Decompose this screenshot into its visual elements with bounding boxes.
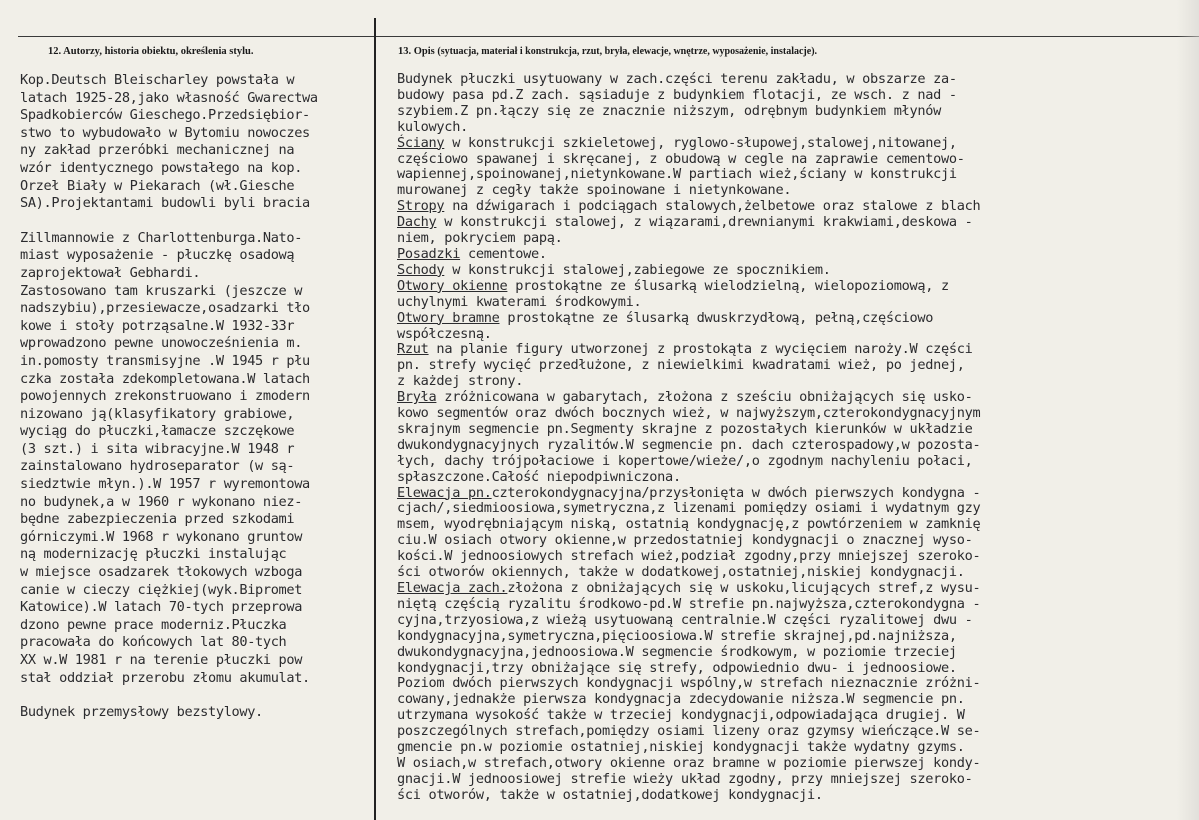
text-line bbox=[397, 772, 1182, 788]
text-line bbox=[397, 152, 1182, 168]
text-line bbox=[397, 613, 1182, 629]
text-line: siedztwie młyn.).W 1957 r wyremontowa bbox=[20, 476, 310, 493]
text-segment: poszczególnych strefach,pomiędzy osiami lizeny oraz gzymsy wieńczące.W se- bbox=[397, 723, 981, 740]
text-segment: czterokondygnacyjna/przysłonięta w dwóch pierwszych kondygna - bbox=[491, 484, 981, 501]
section-heading: Ściany bbox=[397, 134, 445, 151]
text-line bbox=[397, 247, 1182, 263]
text-segment: łych, dachy trójpołaciowe i kopertowe/wieże/,o zgodnym nachyleniu połaci, bbox=[397, 452, 973, 469]
text-line bbox=[397, 724, 1182, 740]
text-line: w miejsce osadzarek tłokowych wzboga bbox=[20, 564, 303, 581]
text-line bbox=[397, 406, 1182, 422]
text-segment: prostokątne ze ślusarką dwuskrzydłową, pełną,częściowo bbox=[499, 309, 934, 326]
text-line: zaprojektował Gebhardi. bbox=[20, 264, 201, 281]
text-line bbox=[397, 263, 1182, 279]
text-line: górniczymi.W 1968 r wykonano gruntow bbox=[20, 528, 303, 545]
right-column-heading bbox=[398, 46, 817, 57]
text-segment: kości.W jednoosiowych strefach wież,podział zgodny,przy mniejszej szeroko- bbox=[397, 548, 981, 565]
text-segment: w konstrukcji szkieletowej, ryglowo-słupowej,stalowej,nitowanej, bbox=[444, 134, 957, 151]
text-line: nadszybiu),przesiewacze,osadzarki tło bbox=[20, 300, 310, 317]
text-segment: cjach/,siedmioosiowa,symetryczna,z lizenami pomiędzy osiami i wydatnym gzy bbox=[397, 500, 981, 517]
text-segment: Budynek płuczki usytuowany w zach.części terenu zakładu, w obszarze za- bbox=[397, 72, 957, 87]
text-segment: Poziom dwóch pierwszych kondygnacji wspólny,w strefach nieznacznie zróżni- bbox=[397, 675, 981, 692]
text-line: Zillmannowie z Charlottenburga.Nato- bbox=[20, 229, 303, 246]
text-line bbox=[397, 470, 1182, 486]
text-segment: skrajnym segmencie pn.Segmenty skrajne z pozostałych kierunków w układzie bbox=[397, 420, 973, 437]
text-line: miast wyposażenie - płuczkę osadową bbox=[20, 247, 295, 264]
text-line bbox=[397, 692, 1182, 708]
text-line bbox=[397, 645, 1182, 661]
text-segment: gnacji.W jednoosiowej strefie wieży układ zgodny, przy mniejszej szeroko- bbox=[397, 770, 973, 787]
text-line bbox=[397, 454, 1182, 470]
text-line: powojennych zrekonstruowano i zmodern bbox=[20, 388, 310, 405]
text-line: Katowice).W latach 70-tych przeprowa bbox=[20, 599, 303, 616]
text-segment: utrzymana wysokość także w trzeciej kondygnacji,odpowiadająca drugiej. W bbox=[397, 707, 965, 724]
text-line bbox=[397, 327, 1182, 343]
text-line bbox=[397, 708, 1182, 724]
text-line bbox=[397, 661, 1182, 677]
text-segment: kondygnacji,trzy obniżające się strefy, odpowiednio dwu- i jednoosiowe. bbox=[397, 659, 957, 676]
text-line: kowe i stoły potrząsalne.W 1932-33r bbox=[20, 317, 295, 334]
text-line bbox=[397, 676, 1182, 692]
text-line: wprowadzono pewne unowocześnienia m. bbox=[20, 335, 303, 352]
text-line: dzono pewne prace moderniz.Płuczka bbox=[20, 616, 287, 633]
section-heading: Bryła bbox=[397, 389, 437, 406]
section-heading: Stropy bbox=[397, 198, 445, 215]
text-line: in.pomosty transmisyjne .W 1945 r płu bbox=[20, 352, 310, 369]
text-line bbox=[397, 629, 1182, 645]
text-segment: kondygnacyjna,symetryczna,pięcioosiowa.W strefie skrajnej,pd.najniższa, bbox=[397, 627, 957, 644]
text-segment: w konstrukcji stalowej, z wiązarami,drewnianymi krakwiami,deskowa - bbox=[436, 214, 973, 231]
right-heading-title: 13. Opis bbox=[398, 46, 435, 57]
section-heading: Elewacja zach. bbox=[397, 580, 508, 596]
text-segment: spłaszczone.Całość niepodpiwniczona. bbox=[397, 468, 681, 485]
text-line bbox=[397, 72, 1182, 88]
section-heading: Schody bbox=[397, 261, 445, 278]
text-segment: gmencie pn.w poziomie ostatniej,niskiej kondygnacji także wydatny gzyms. bbox=[397, 739, 965, 756]
text-line bbox=[397, 279, 1182, 295]
text-line bbox=[397, 517, 1182, 533]
text-line: no budynek,a w 1960 r wykonano niez- bbox=[20, 493, 303, 510]
paragraph-gap bbox=[20, 687, 374, 704]
text-line: (3 szt.) i sita wibracyjne.W 1948 r bbox=[20, 440, 295, 457]
text-line bbox=[397, 167, 1182, 183]
text-line: wyciąg do płuczki,łamacze szczękowe bbox=[20, 423, 295, 440]
section-heading: Rzut bbox=[397, 341, 429, 358]
text-segment: murowanej z cegły także spoinowane i nietynkowane. bbox=[397, 182, 792, 199]
text-segment: kowo segmentów oraz dwóch bocznych wież, w najwyższym,czterokondygnacyjnym bbox=[397, 405, 981, 422]
text-segment: budowy pasa pd.Z zach. sąsiaduje z budynkiem flotacji, ze wsch. z nad - bbox=[397, 86, 957, 103]
text-line bbox=[397, 501, 1182, 517]
text-segment: z każdej strony. bbox=[397, 373, 524, 390]
text-line: zainstalowano hydroseparator (w są- bbox=[20, 458, 295, 475]
text-segment: ści otworów okiennych, także w dodatkowej,ostatniej,niskiej kondygnacji. bbox=[397, 564, 965, 581]
text-line: canie w cieczy ciężkiej(wyk.Bipromet bbox=[20, 581, 303, 598]
text-line bbox=[397, 231, 1182, 247]
text-segment: cyjna,trzyosiowa,z wieżą usytuowaną centralnie.W części ryzalitowej dwu - bbox=[397, 611, 973, 628]
text-line bbox=[397, 199, 1182, 215]
text-segment: zróżnicowana w gabarytach, złożona z sześciu obniżających się usko- bbox=[436, 389, 973, 406]
text-segment: złożona z obniżających się w uskoku,licujących stref,z wysu- bbox=[507, 580, 981, 596]
text-segment: ści otworów, także w ostatniej,dodatkowej kondygnacji. bbox=[397, 786, 823, 803]
text-segment: dwukondygnacyjnych ryzalitów.W segmencie pn. dach czterospadowy,w pozosta- bbox=[397, 436, 981, 453]
page-edge-shadow bbox=[1177, 0, 1199, 820]
text-segment: uchylnymi kwaterami środkowymi. bbox=[397, 293, 642, 310]
description-text-block bbox=[397, 72, 1182, 804]
text-segment: współczesną. bbox=[397, 325, 492, 342]
text-line: ną modernizację płuczki instalując bbox=[20, 546, 287, 563]
text-line: latach 1925-28,jako własność Gwarectwa bbox=[20, 89, 318, 106]
text-line bbox=[397, 215, 1182, 231]
text-line bbox=[397, 342, 1182, 358]
paragraph-gap bbox=[20, 213, 374, 230]
text-segment: kulowych. bbox=[397, 118, 468, 135]
text-segment: W osiach,w strefach,otwory okienne oraz bramne w poziomie pierwszej kondy- bbox=[397, 754, 981, 771]
text-segment: szybiem.Z pn.łączy się ze znacznie niższym, odrębnym budynkiem młynów bbox=[397, 102, 942, 119]
text-line bbox=[397, 390, 1182, 406]
text-line: Budynek przemysłowy bezstylowy. bbox=[20, 704, 263, 721]
section-heading: Dachy bbox=[397, 214, 437, 231]
text-line bbox=[397, 549, 1182, 565]
text-line bbox=[397, 740, 1182, 756]
section-heading: Posadzki bbox=[397, 245, 461, 262]
text-line: XX w.W 1981 r na terenie płuczki pow bbox=[20, 652, 303, 668]
text-line: stał oddział przerobu złomu akumulat. bbox=[20, 669, 310, 686]
column-divider bbox=[374, 18, 376, 820]
right-heading-subtitle: (sytuacja, materiał i konstrukcja, rzut, bryła, elewacje, wnętrze, wyposażenie, instalacje). bbox=[437, 46, 818, 57]
section-heading: Otwory bramne bbox=[397, 309, 500, 326]
text-line: Kop.Deutsch Bleischarley powstała w bbox=[20, 72, 295, 88]
text-line bbox=[397, 533, 1182, 549]
text-line bbox=[397, 422, 1182, 438]
text-segment: niętą częścią ryzalitu środkowo-pd.W strefie pn.najwyższa,czterokondygna - bbox=[397, 595, 981, 612]
text-line: nizowano ją(klasyfikatory grabiowe, bbox=[20, 405, 295, 422]
text-line bbox=[397, 756, 1182, 772]
text-segment: niem, pokryciem papą. bbox=[397, 230, 563, 247]
text-line: ny zakład przeróbki mechanicznej na bbox=[20, 142, 295, 159]
history-text-block bbox=[20, 72, 374, 722]
text-segment: częściowo spawanej i skręcanej, z obudową w cegle na zaprawie cementowo- bbox=[397, 150, 965, 167]
text-line bbox=[397, 183, 1182, 199]
text-line: będne zabezpieczenia przed szkodami bbox=[20, 511, 295, 528]
text-line: pracowała do końcowych lat 80-tych bbox=[20, 634, 287, 651]
text-line: czka została zdekompletowana.W latach bbox=[20, 370, 310, 387]
text-line: stwo to wybudowało w Bytomiu nowoczes bbox=[20, 124, 310, 141]
text-segment: cowany,jednakże pierwsza kondygnacja zdecydowanie niższa.W segmencie pn. bbox=[397, 691, 965, 708]
text-line bbox=[397, 565, 1182, 581]
text-line bbox=[397, 581, 1182, 597]
text-segment: ciu.W osiach otwory okienne,w przedostatniej kondygnacji o znacznej wyso- bbox=[397, 532, 973, 549]
section-heading: Otwory okienne bbox=[397, 277, 508, 294]
text-line: SA).Projektantami budowli byli bracia bbox=[20, 195, 310, 212]
text-segment: dwukondygnacyjna,jednoosiowa.W segmencie środkowym, w poziomie trzeciej bbox=[397, 643, 957, 660]
text-line bbox=[397, 295, 1182, 311]
text-line: Zastosowano tam kruszarki (jeszcze w bbox=[20, 282, 303, 299]
text-line bbox=[397, 486, 1182, 502]
text-line: Spadkobierców Gieschego.Przedsiębior- bbox=[20, 107, 310, 124]
text-segment: wapiennej,spoinowanej,nietynkowane.W partiach wież,ściany w konstrukcji bbox=[397, 166, 957, 183]
text-segment: msem, wyodrębniającym niską, ostatnią kondygnację,z powtórzeniem w zamknię bbox=[397, 516, 981, 533]
section-heading: Elewacja pn. bbox=[397, 484, 492, 501]
left-column-heading bbox=[48, 46, 253, 57]
text-line: wzór identycznego powstałego na kop. bbox=[20, 159, 303, 176]
text-line bbox=[397, 311, 1182, 327]
text-segment: w konstrukcji stalowej,zabiegowe ze spocznikiem. bbox=[444, 261, 831, 278]
text-line: Orzeł Biały w Piekarach (wł.Giesche bbox=[20, 177, 295, 194]
text-segment: na dźwigarach i podciągach stalowych,żelbetowe oraz stalowe z blach bbox=[444, 198, 981, 215]
text-segment: cementowe. bbox=[460, 245, 547, 262]
text-line bbox=[397, 788, 1182, 804]
text-line bbox=[397, 104, 1182, 120]
left-heading-text: 12. Autorzy, historia obiektu, określenia stylu. bbox=[48, 46, 254, 57]
text-segment: na planie figury utworzonej z prostokąta z wycięciem naroży.W części bbox=[428, 341, 973, 358]
top-rule bbox=[18, 36, 1199, 37]
text-line bbox=[397, 136, 1182, 152]
text-line bbox=[397, 597, 1182, 613]
text-line bbox=[397, 374, 1182, 390]
text-line bbox=[397, 358, 1182, 374]
text-line bbox=[397, 438, 1182, 454]
text-line bbox=[397, 120, 1182, 136]
text-line bbox=[397, 88, 1182, 104]
text-segment: prostokątne ze ślusarką wielodzielną, wielopoziomową, z bbox=[507, 277, 949, 294]
text-segment: pn. strefy wycięć przedłużone, z niewielkimi kwadratami wież, po jednej, bbox=[397, 357, 965, 374]
